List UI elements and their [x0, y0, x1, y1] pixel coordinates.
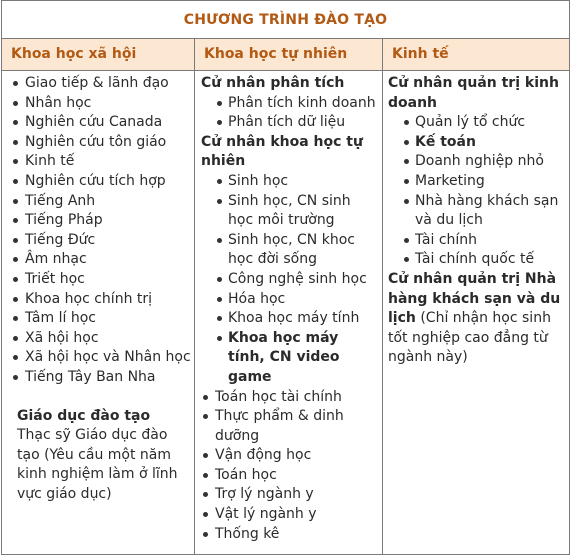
list-item: Kinh tế: [11, 152, 191, 172]
column-divider: [382, 39, 383, 555]
list-item: Khoa học máy tính, CN video game: [201, 329, 379, 388]
list-item: Tiếng Anh: [11, 192, 191, 212]
business-list: [388, 113, 564, 270]
social-sciences-column: [11, 74, 191, 504]
list-item: Khoa học chính trị: [11, 290, 191, 310]
list-item: Quản lý tổ chức: [388, 113, 564, 133]
list-item: Hóa học: [201, 290, 379, 310]
list-item: Nghiên cứu Canada: [11, 113, 191, 133]
list-item: Tiếng Pháp: [11, 211, 191, 231]
list-item: Sinh học, CN khoc học đời sống: [201, 231, 379, 270]
group-heading: Cử nhân quản trị kinh doanh: [388, 75, 559, 111]
list-item: Giao tiếp & lãnh đạo: [11, 74, 191, 94]
list-item: Tâm lí học: [11, 309, 191, 329]
economics-column: [388, 74, 564, 368]
list-item: Phân tích dữ liệu: [201, 113, 379, 133]
group-note: (Chỉ nhận học sinh tốt nghiệp cao đẳng từ ngành này): [388, 310, 551, 366]
list-item: Kế toán: [388, 133, 564, 153]
list-item: Xã hội học và Nhân học: [11, 348, 191, 368]
list-item: Phân tích kinh doanh: [201, 94, 379, 114]
header-economics: Kinh tế: [392, 46, 449, 62]
list-item: Vận động học: [201, 446, 379, 466]
group-heading: Cử nhân khoa học tự nhiên: [201, 133, 363, 170]
education-heading: Giáo dục đào tạo: [17, 407, 151, 424]
list-item: Nhân học: [11, 94, 191, 114]
list-item: Sinh học: [201, 172, 379, 192]
list-item: Tiếng Tây Ban Nha: [11, 368, 191, 388]
list-item: Xã hội học: [11, 329, 191, 349]
list-item: Toán học: [201, 466, 379, 486]
list-item: Âm nhạc: [11, 250, 191, 270]
list-item: Marketing: [388, 172, 564, 192]
natural-sciences-list: [201, 172, 379, 388]
list-item: Thống kê: [201, 525, 379, 545]
list-item: Tài chính: [388, 231, 564, 251]
list-item: Toán học tài chính: [201, 388, 379, 408]
analytics-list: [201, 94, 379, 133]
program-table: [1, 0, 570, 555]
other-programs-list: [201, 388, 379, 545]
list-item: Nghiên cứu tích hợp: [11, 172, 191, 192]
list-item: Sinh học, CN sinh học môi trường: [201, 192, 379, 231]
header-row: [2, 39, 569, 71]
natural-sciences-column: [201, 74, 379, 544]
list-item: Công nghệ sinh học: [201, 270, 379, 290]
list-item: Triết học: [11, 270, 191, 290]
table-title: CHƯƠNG TRÌNH ĐÀO TẠO: [2, 1, 569, 39]
social-sciences-list: [11, 74, 191, 388]
group-heading: Cử nhân quản trị Nhà hàng khách sạn và du lịch: [388, 270, 561, 327]
list-item: Trợ lý ngành y: [201, 485, 379, 505]
hospitality-block: [388, 270, 564, 368]
header-natural-sciences: Khoa học tự nhiên: [204, 46, 348, 62]
list-item: Tiếng Đức: [11, 231, 191, 251]
header-social-sciences: Khoa học xã hội: [11, 46, 137, 62]
education-description: Thạc sỹ Giáo dục đào tạo (Yêu cầu một năm kinh nghiệm làm ở lĩnh vực giáo dục): [17, 427, 178, 502]
group-heading: Cử nhân phân tích: [201, 75, 345, 91]
list-item: Tài chính quốc tế: [388, 250, 564, 270]
list-item: Nghiên cứu tôn giáo: [11, 133, 191, 153]
column-divider: [194, 39, 195, 555]
list-item: Doanh nghiệp nhỏ: [388, 152, 564, 172]
list-item: Nhà hàng khách sạn và du lịch: [388, 192, 564, 231]
list-item: Khoa học máy tính: [201, 309, 379, 329]
list-item: Vật lý ngành y: [201, 505, 379, 525]
list-item: Thực phẩm & dinh dưỡng: [201, 407, 379, 446]
